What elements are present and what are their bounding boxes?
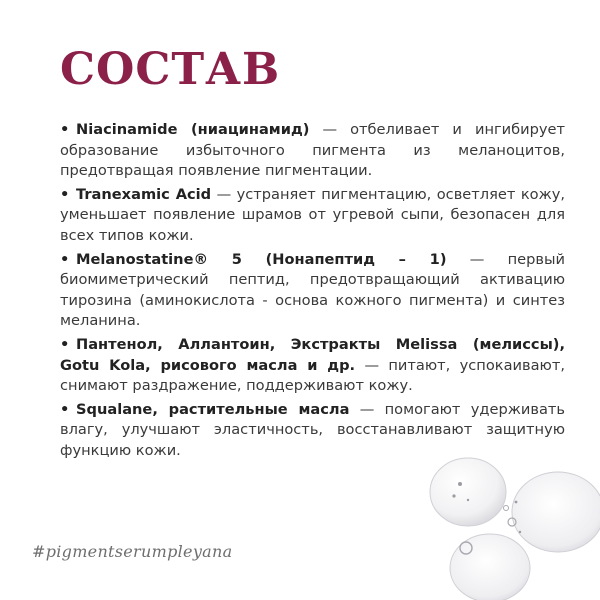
bullet: • [60,250,70,268]
ingredient-name: Пантенол, Аллантоин, Экстракты Melissa (мелиссы), Gotu Kola, рисового масла и др. [60,335,565,374]
ingredient-description: — первый биомиметрический пептид, предотвращающий активацию тирозина (аминокислота - основа кожного пигмента) и синтез меланина. [60,250,565,330]
bullet: • [60,121,70,138]
bubble [467,499,469,501]
ingredient-name: Niacinamide (ниацинамид) [76,121,310,138]
hashtag-label: #pigmentserumpleyana [32,542,233,561]
bubble [452,494,455,497]
bubble [515,501,518,504]
list-item [60,120,565,182]
bubble [519,531,521,533]
ingredient-name: Melanostatine® 5 (Нонапептид – 1) [76,250,447,268]
bullet: • [60,185,70,203]
list-item [60,250,565,332]
bullet: • [60,400,70,418]
bubble [458,482,462,486]
ingredients-list [60,120,565,465]
bullet: • [60,335,70,353]
serum-drops-illustration [420,440,600,600]
ingredient-description: — питают, успокаивают, снимают раздражение, поддерживают кожу. [60,356,565,395]
drop-large [430,458,506,526]
ingredient-description: — помогают удерживать влагу, улучшают эластичность, восстанавливают защитную функцию кожи. [60,400,565,459]
bubble [504,506,509,511]
ingredient-description: — устраняет пигментацию, осветляет кожу, уменьшает появление шрамов от угревой сыпи, безопасен для всех типов кожи. [60,185,565,244]
list-item [60,185,565,247]
page-title: СОСТАВ [60,44,281,95]
ingredient-description: — отбеливает и ингибирует образование избыточного пигмента из меланоцитов, предотвращая появление пигментации. [60,121,566,180]
ingredient-name: Squalane, растительные масла [76,400,350,418]
ingredient-name: Tranexamic Acid [76,185,212,203]
drop-right [512,472,600,552]
list-item [60,335,565,397]
